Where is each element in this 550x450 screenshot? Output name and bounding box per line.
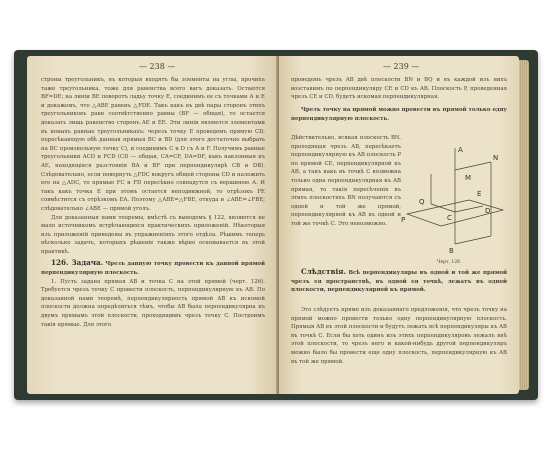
- left-page: [27, 56, 278, 394]
- left-page-body: [41, 76, 265, 329]
- right-page: [279, 56, 519, 394]
- figure-label-b: B: [449, 247, 454, 255]
- right-page-number: — 239 —: [383, 62, 420, 71]
- page-edges: [519, 60, 529, 390]
- corollary-text: Всѣ перпендикуляры въ одной и той же прямой чрезъ ея пространствѣ, въ одной ея точкѣ, лежатъ въ одной плоскости, перпендикулярной къ прямой.: [291, 270, 507, 294]
- right-top-text: проведемъ чрезъ AB двѣ плоскости BN и BQ и въ каждой изъ нихъ возставимъ по перпендикуляру CE и CD къ AB. Плоскость P, проведенная чрезъ CE и CD, будетъ искомая перпендикулярная.: [291, 77, 507, 101]
- left-page-number: — 238 —: [139, 62, 176, 71]
- case-text: 1. Пусть задана прямая AB и точка C на этой прямой (черт. 126). Требуется чрезъ точку C провести плоскость, перпендикулярную къ AB. По доказанной нами теоремѣ, перпендикулярность прямой AB къ искомой плоскости должна опредѣлиться тѣмъ, чтобы AB была перпендикулярна къ двумъ прямымъ этой плоскости, проходящимъ чрезъ точку C. Построимъ такія прямые. Для этого: [41, 278, 265, 328]
- figure-label-e: E: [477, 190, 482, 198]
- right-side-text: Дѣйствительно, всякая плоскость BN, проходящая чрезъ AB, пересѣкаетъ перпендикулярную къ AB плоскость P по прямой CE, перпендикулярной къ AB, а такъ какъ въ точкѣ C возможна только одна перпендикулярная къ AB прямая, то такія пересѣченія въ этихъ плоскостяхъ BN получаются съ одной и той же прямой, перпендикулярной къ AB въ одной и той же точкѣ C. Это невозможно.: [291, 135, 401, 227]
- plane-edge-n: [455, 162, 491, 170]
- figure-label-q: Q: [419, 198, 425, 206]
- line-cd: [455, 206, 483, 212]
- right-italic-statement: Чрезъ точку на прямой можно провести въ прямой только одну перпендикулярную плоскость.: [291, 107, 507, 122]
- plane-edge-b: [455, 236, 491, 244]
- geometry-figure: [399, 140, 511, 258]
- problem-paragraph: [41, 259, 265, 277]
- left-paragraph-2: Для доказанныя нами теоремы, вмѣстѣ съ выводомъ § 122, являются не мало источникомъ встрѣчающихся практическихъ приложеній. Нѣкоторыя изъ приложеній приведены въ упражненіяхъ этого отдѣла. Рѣшимъ теперь нѣсколько задачъ, которыхъ рѣшеніе также вѣрно основывается въ этой практикѣ.: [41, 214, 265, 255]
- problem-text: Чрезъ данную точку провести къ данной прямой перпендикулярную плоскость.: [41, 261, 265, 277]
- figure-label-c: C: [447, 214, 452, 222]
- corollary-paragraph: [291, 268, 507, 295]
- figure-label-a: A: [458, 146, 463, 154]
- left-paragraph-1: строны треугольникъ, въ которыя входятъ бы элементы на углы, прочихъ таже треугольника, тоже для равенства всего вагъ доказать. Остаются BF=DЕ; на линіи BE поворотъ ладьу точку Е, соединимъ ее съ точками А и Е и докажемъ, что △ABE равенъ △FDE. Такъ какъ въ двѣ пары сторонъ этихъ треугольниковъ равн соотвѣтственно равны (BF — общая), то остается доказать лишь равенство сторонъ AE и ЕЕ. Эти линіи являются элементами въ новыхъ равные треугольникахъ: черезъ точку Е проведемъ прямую CD, пересѣкающую обѣ данныя прямыя BC и BD (для этого достаточно выбрать на BC произвольную точку C), и соединимъ C и D съ A и F. Получимъ равные треугольники ACD и FCD (CD — общая, CA=CF, DA=DF, какъ наклонныя къ AE, находящіяся разстоянія BA и BF при перпендикулярѣ CB и DB). Слѣдовательно, если повернуть △FDC вокругъ общей стороны CD и наложить его на △ADC, то прямые FC и FD пересѣкно совпадутся съ вершиною А. И такъ какъ точка E при этомъ остается неподвижной, то отрѣзокъ FЕ совмѣстится съ отрѣзкомъ EA. Поэтому △ABE=△FBE, откуда и ∠ABE=∠FBE; слѣдовательно ∠ABE — прямой уголъ.: [41, 77, 265, 212]
- figure-caption: Черт. 126: [437, 260, 460, 265]
- corollary-heading: Слѣдствія.: [301, 267, 346, 276]
- figure-label-d: D: [485, 207, 491, 215]
- problem-heading: 126. Задача.: [51, 258, 104, 268]
- figure-label-n: N: [493, 154, 499, 162]
- figure-label-m: M: [465, 174, 472, 182]
- right-bottom-text: Это слѣдуетъ прямо изъ доказаннаго предложенія, что чрезъ точку на прямой можно провести только одну перпендикулярную плоскость. Прямыя AB въ этой плоскости и будутъ лежать всѣ перпендикуляры къ AB въ точкѣ C. Если бы хоть одинъ изъ этихъ перпендикуляровъ лежалъ внѣ этой плоскости, то чрезъ него и какой-нибудь другой перпендикуляръ можно было бы провести еще одну плоскость, перпендикулярную къ AB въ той же прямой.: [291, 307, 507, 365]
- figure-label-p: P: [401, 216, 406, 224]
